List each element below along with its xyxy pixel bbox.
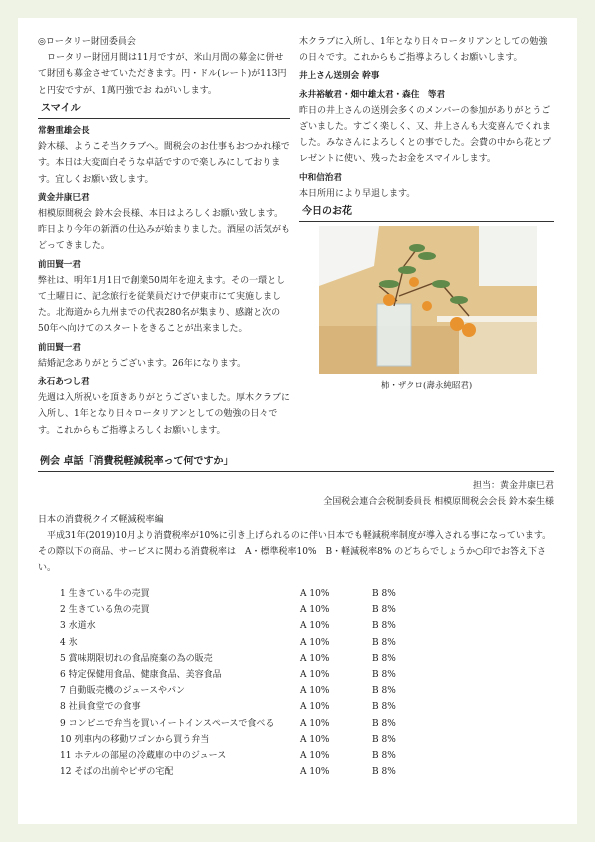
option-b: B 8% <box>372 767 396 778</box>
option-a: A 10% <box>300 653 330 664</box>
smile-text-8: 本日所用により早退します。 <box>299 188 416 199</box>
option-a: A 10% <box>300 734 330 745</box>
quiz-item: 11 ホテルの部屋の冷蔵庫の中のジュース <box>60 750 227 761</box>
option-b: B 8% <box>372 750 396 761</box>
smile-name-1: 常磐重雄会長 <box>38 126 90 137</box>
option-b: B 8% <box>372 686 396 697</box>
quiz-intro: 平成31年(2019)10月より消費税率が10%に引き上げられるのに伴い日本でも軽減税率制度が導入される事になっています。その際以下の商品、サービスに関わる消費税率は A・標準税率10% B・軽減税率8% のどちらでしょうか○印でお答え下さい。 <box>38 531 552 573</box>
option-a: A 10% <box>300 621 330 632</box>
quiz-item: 9 コンビニで弁当を買いイートインスペースで食べる <box>60 718 275 729</box>
quiz-subtitle: 日本の消費税クイズ軽減税率編 <box>38 515 164 525</box>
smile-name-2: 黄金井康巳君 <box>38 192 90 203</box>
smile-text-4: 結婚記念ありがとうございます。26年になります。 <box>38 358 247 369</box>
smile-name-8: 中和信治君 <box>299 172 342 183</box>
option-b: B 8% <box>372 589 396 600</box>
option-a: A 10% <box>300 750 330 761</box>
option-b: B 8% <box>372 605 396 616</box>
quiz-row <box>60 764 396 780</box>
quiz-item: 5 賞味期限切れの食品廃棄の為の販売 <box>60 653 213 664</box>
takuwa-charge: 担当：黄金井康巳君 <box>472 481 554 491</box>
quiz-item: 1 生きている牛の売買 <box>60 589 150 600</box>
quiz-row <box>60 602 396 618</box>
flower-photo <box>319 226 537 374</box>
quiz-item: 6 特定保健用食品、健康食品、美容食品 <box>60 670 222 681</box>
smile-text-5-continued: 木クラブに入所し、1年となり日々ロータリアンとしての勉強の日々です。これからもご指導よろしくお願いします。 <box>299 37 548 64</box>
smile-text-5: 先週は入所祝いを頂きありがとうございました。厚木クラブに入所し、1年となり日々ロータリアンとしての勉強の日々です。これからもご指導よろしくお願いします。 <box>38 393 291 436</box>
quiz-row <box>60 716 396 732</box>
smile-name-4: 前田賢一君 <box>38 342 81 353</box>
quiz-row <box>60 748 396 764</box>
option-b: B 8% <box>372 621 396 632</box>
quiz-item: 12 そばの出前やピザの宅配 <box>60 767 174 778</box>
option-a: A 10% <box>300 686 330 697</box>
smile-name-5: 永石あつし君 <box>38 377 90 388</box>
quiz-row <box>60 667 396 683</box>
smile-name-3: 前田賢一君 <box>38 259 81 270</box>
smile-name-6: 井上さん送別会 幹事 <box>299 71 380 82</box>
option-a: A 10% <box>300 589 330 600</box>
smile-text-7: 昨日の井上さんの送別会多くのメンバーの参加がありがとうございました。すごく楽しく、又、井上さんも大変喜んでくれました。みなさんによろしくとの事でした。会費の中から花とプレゼントに使い、残ったお金をスマイルします。 <box>299 105 552 165</box>
quiz-item: 2 生きている魚の売買 <box>60 605 150 616</box>
left-column <box>38 34 291 436</box>
option-b: B 8% <box>372 653 396 664</box>
option-b: B 8% <box>372 702 396 713</box>
quiz-row <box>60 618 396 634</box>
quiz-item: 10 列車内の移動ワゴンから買う弁当 <box>60 734 210 745</box>
option-a: A 10% <box>300 718 330 729</box>
smile-text-1: 鈴木様、ようこそ当クラブへ。間税会のお仕事もおつかれ様です。本日は大変面白そうな卓話ですので楽しみにしております。宜しくお願い致します。 <box>38 142 290 185</box>
quiz-row <box>60 651 396 667</box>
rotary-body: ロータリー財団月間は11月ですが、米山月間の募金に併せて財団も募金させていただきます。円・ドル(レート)が113円と円安ですが、1萬円強でお ねがいします。 <box>38 53 287 96</box>
flower-caption: 柿・ザクロ(壽永純昭君) <box>380 381 473 392</box>
option-b: B 8% <box>372 670 396 681</box>
option-a: A 10% <box>300 670 330 681</box>
flower-heading: 今日のお花 <box>299 204 554 222</box>
smile-text-2: 相模原間税会 鈴木会長様、本日はよろしくお願い致します。昨日より今年の新酒の仕込みが始まりました。酒屋の活気がもどってきました。 <box>38 209 291 252</box>
right-column <box>299 34 554 394</box>
option-b: B 8% <box>372 637 396 648</box>
option-a: A 10% <box>300 605 330 616</box>
rotary-heading: ◎ロータリー財団委員会 <box>38 37 136 47</box>
takuwa-section <box>38 454 554 780</box>
option-a: A 10% <box>300 767 330 778</box>
quiz-row <box>60 586 396 602</box>
option-a: A 10% <box>300 702 330 713</box>
flower-arrangement-image <box>319 226 537 374</box>
smile-name-7: 永井裕敏君・畑中雄太君・森住 等君 <box>299 89 446 100</box>
quiz-item: 8 社員食堂での食事 <box>60 702 141 713</box>
quiz-item: 3 水道水 <box>60 621 96 632</box>
quiz-row <box>60 732 396 748</box>
quiz-item: 7 自動販売機のジュースやパン <box>60 686 185 697</box>
takuwa-heading: 例会 卓話「消費税軽減税率って何ですか」 <box>38 454 554 472</box>
quiz-row <box>60 635 396 651</box>
page <box>22 22 573 820</box>
takuwa-speaker: 全国税会連合会税制委員長 相模原間税会会長 鈴木泰生様 <box>323 497 554 507</box>
quiz-row <box>60 699 396 715</box>
quiz-item: 4 氷 <box>60 637 78 648</box>
smile-text-3: 弊社は、明年1月1日で創業50周年を迎えます。その一環として土曜日に、記念旅行を従業員だけで伊東市にて実施しました。北海道から九州までの代表280名が集まり、感謝と次の50年へ向けてのスタートをきることが出来ました。 <box>38 275 286 335</box>
smile-heading: スマイル <box>38 101 290 119</box>
quiz-table <box>60 586 396 780</box>
option-b: B 8% <box>372 734 396 745</box>
option-b: B 8% <box>372 718 396 729</box>
option-a: A 10% <box>300 637 330 648</box>
quiz-row <box>60 683 396 699</box>
